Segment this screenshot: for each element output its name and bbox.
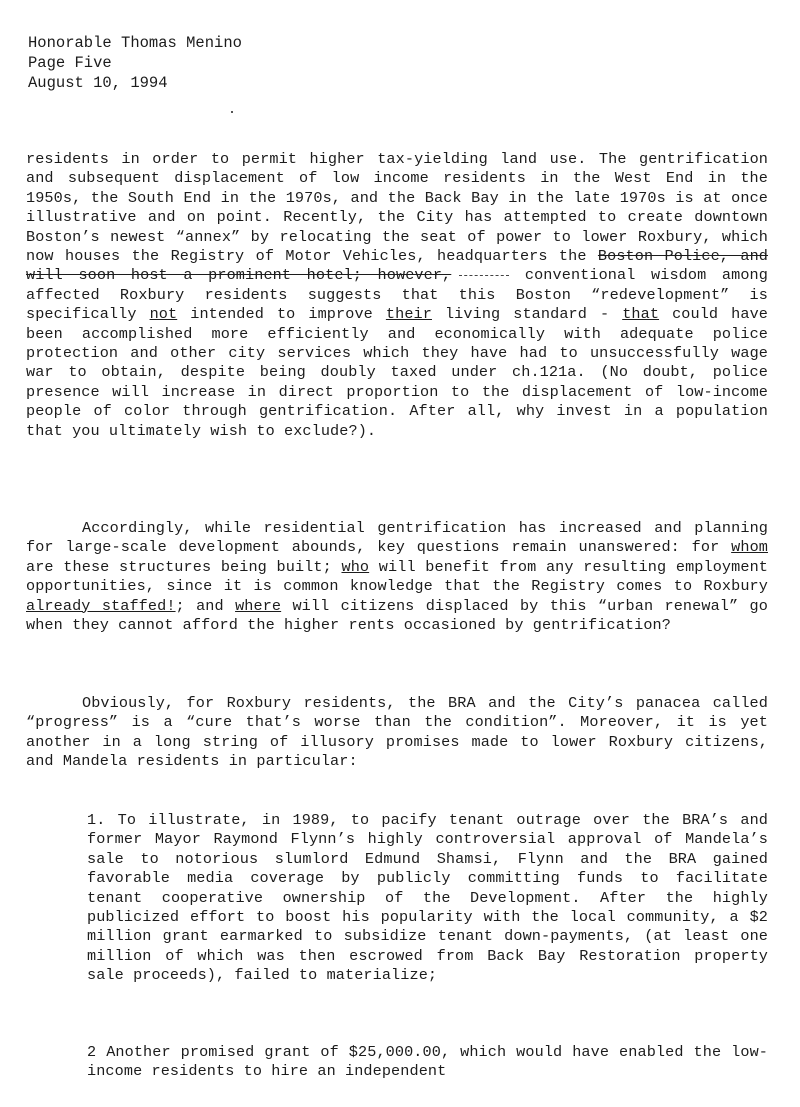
underlined-emphasis: that [622,305,660,324]
text-run: 1. To illustrate, in 1989, to pacify tenant outrage over the BRA’s and former Mayor Raymond Flynn’s highly controversial approval of Mandela’s sale to notorious slumlord Edmund Shamsi, Flynn and the BRA gained favorable media coverage by publicly committing funds to facilitate tenant cooperative ownership of the Development. After the highly publicized effort to boost his popularity with the local community, a $2 million grant earmarked to subsidize tenant down-payments, (at least one million of which was then escrowed from Back Bay Restoration property sale proceeds), failed to materialize; [87,811,768,985]
text-run: intended to improve [177,305,386,324]
paragraph-illusory-promises [26,694,768,772]
text-run: could have been accomplished more efficiently and economically with adequate police protection and other city services which they have had to unsuccessfully wage war to obtain, despite being doubly taxed under ch.121a. (No doubt, police presence will increase in direct proportion to the displacement of low-income people of color through gentrification. After all, why invest in a population that you ultimately wish to exclude?). [26,305,768,440]
letter-header [28,33,242,93]
underlined-emphasis: not [149,305,178,324]
underlined-emphasis: whom [731,538,768,557]
list-item-2 [87,1043,768,1082]
dashed-line [459,275,509,276]
text-run: conventional wisdom among affected Roxbury residents suggests that this Boston “redevelopment” is specifically [26,266,768,324]
stray-mark [231,111,233,113]
recipient-line: Honorable Thomas Menino [28,34,242,52]
paragraph-key-questions [26,519,768,635]
underlined-emphasis: who [341,557,370,576]
text-run: will benefit from any resulting employment opportunities, since it is common knowledge that the Registry comes to Roxbury [26,557,768,596]
paragraph-gentrification [26,150,768,441]
text-run: are these structures being built; [26,557,342,576]
page-number-line: Page Five [28,54,112,72]
text-run: will citizens displaced by this “urban renewal” go when they cannot afford the higher rents occasioned by gentrification? [26,596,768,635]
date-line: August 10, 1994 [28,74,168,92]
text-run: residents in order to permit higher tax-yielding land use. The gentrification and subsequent displacement of low income residents in the West End in the 1950s, the South End in the 1970s, and the Back Bay in the late 1970s is at once illustrative and on point. Recently, the City has attempted to create downtown Boston’s newest “annex” by relocating the seat of power to lower Roxbury, which now houses the Registry of Motor Vehicles, headquarters the [26,150,768,266]
text-run: Accordingly, while residential gentrification has increased and planning for large-scale development abounds, key questions remain unanswered: for [26,519,768,557]
list-item-1 [87,811,768,986]
underlined-emphasis: already staffed! [26,596,176,615]
text-run: Obviously, for Roxbury residents, the BRA and the City’s panacea called “progress” is a “cure that’s worse than the condition”. Moreover, it is yet another in a long string of illusory promises made to lower Roxbury citizens, and Mandela residents in particular: [26,694,768,771]
underlined-emphasis: their [385,305,432,324]
text-run: 2 Another promised grant of $25,000.00, which would have enabled the low-income residents to hire an independent [87,1043,768,1081]
text-run: living standard - [431,305,623,324]
underlined-emphasis: where [235,596,282,615]
text-run: ; and [175,596,236,615]
struck-text: Boston Police, and will soon host a prominent hotel; however, [26,247,768,285]
